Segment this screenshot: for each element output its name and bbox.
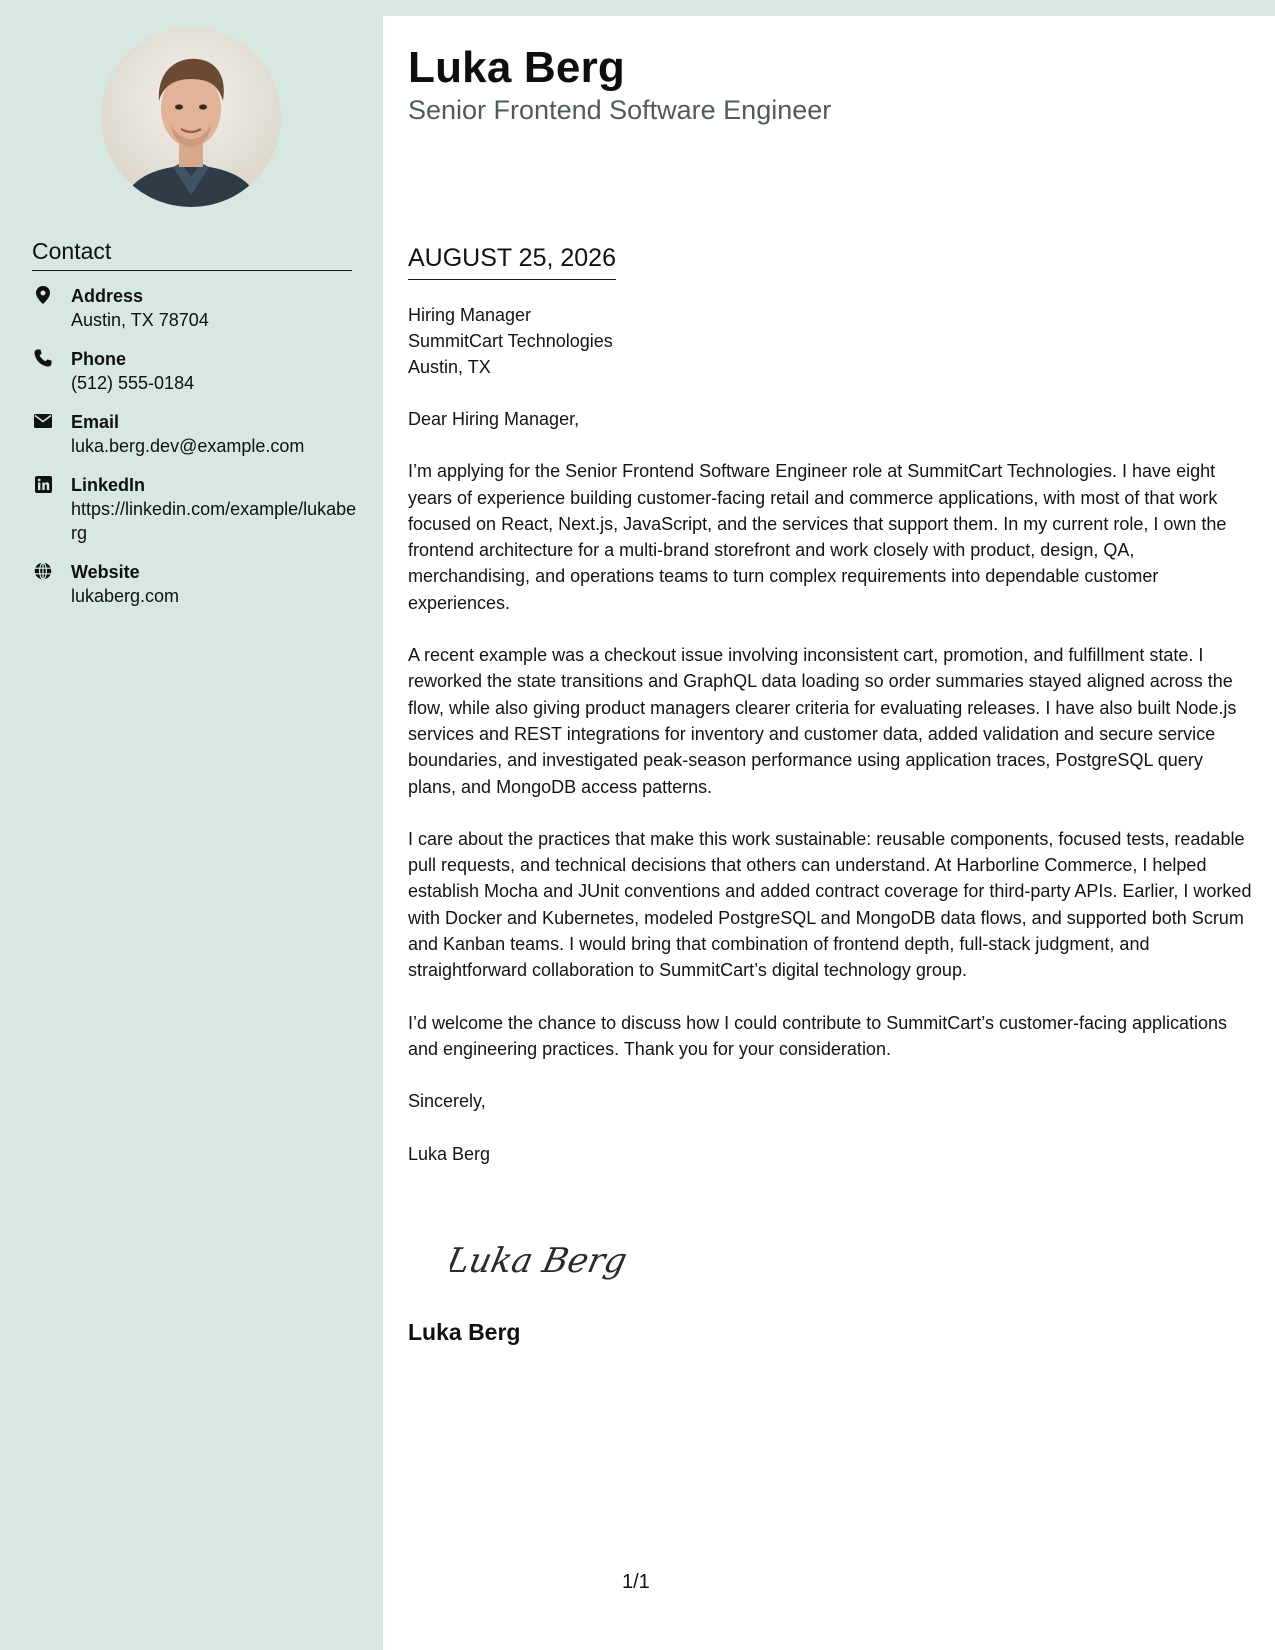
contact-label: Email: [71, 412, 120, 432]
recipient-company: SummitCart Technologies: [408, 331, 613, 351]
contact-item-phone: [32, 347, 362, 395]
paragraph: I’m applying for the Senior Frontend Software Engineer role at SummitCart Technologies. I have eight years of experience building customer-facing retail and commerce applications, with most of that work focused on React, Next.js, JavaScript, and the services that support them. In my current role, I own the frontend architecture for a multi-brand storefront and work closely with product, design, QA, merchandising, and operations teams to turn complex requirements into dependable customer experiences.: [408, 461, 1227, 613]
contact-item-address: [32, 284, 362, 332]
profile-photo: [101, 27, 281, 207]
signed-name: Luka Berg: [408, 1143, 491, 1164]
contact-item-linkedin: [32, 473, 362, 545]
linkedin-icon: [34, 475, 52, 493]
recipient-location: Austin, TX: [408, 357, 491, 377]
salutation: Dear Hiring Manager,: [408, 409, 580, 429]
contact-label: Phone: [71, 349, 127, 369]
website-value[interactable]: lukaberg.com: [71, 586, 180, 606]
contact-heading: Contact: [32, 238, 352, 271]
contact-list: [32, 284, 362, 623]
globe-icon: [34, 562, 52, 580]
address-value: Austin, TX 78704: [71, 310, 209, 330]
paragraph: I care about the practices that make this work sustainable: reusable components, focused tests, readable pull requests, and technical decisions that others can understand. At Harborline Commerce, I helped establish Mocha and JUnit conventions and added contract coverage for third-party APIs. Earlier, I worked with Docker and Kubernetes, modeled PostgreSQL and MongoDB data flows, and supported both Scrum and Kanban teams. I would bring that combination of frontend depth, full-stack judgment, and straightforward collaboration to SummitCart’s digital technology group.: [408, 828, 1252, 981]
signature-name: Luka Berg: [408, 1319, 521, 1345]
phone-value: (512) 555-0184: [71, 373, 195, 393]
job-title: Senior Frontend Software Engineer: [408, 95, 832, 125]
paragraph: A recent example was a checkout issue involving inconsistent cart, promotion, and fulfillment state. I reworked the state transitions and GraphQL data loading so order summaries stayed aligned across the flow, while also giving product managers clearer criteria for evaluating releases. I have also built Node.js services and REST integrations for inventory and customer data, added validation and secure service boundaries, and investigated peak-season performance using application traces, PostgreSQL query plans, and MongoDB access patterns.: [408, 645, 1237, 797]
top-accent-strip: [383, 0, 1275, 16]
signature-text: Luka Berg: [450, 1241, 631, 1281]
phone-icon: [34, 349, 52, 367]
contact-label: Address: [71, 286, 144, 306]
letter-body: [408, 302, 1253, 1193]
letter-date: AUGUST 25, 2026: [408, 244, 616, 280]
linkedin-value[interactable]: https://linkedin.com/example/lukaberg: [71, 499, 357, 543]
recipient-name: Hiring Manager: [408, 305, 532, 325]
recipient-block: [408, 302, 1253, 380]
contact-item-email: [32, 410, 362, 458]
email-value[interactable]: luka.berg.dev@example.com: [71, 436, 305, 456]
map-pin-icon: [34, 286, 52, 304]
applicant-name: Luka Berg: [408, 43, 625, 92]
contact-label: Website: [71, 562, 140, 582]
handwritten-signature: [450, 1228, 670, 1298]
contact-label: LinkedIn: [71, 475, 146, 495]
contact-item-website: [32, 560, 362, 608]
page-number: 1/1: [622, 1571, 650, 1593]
paragraph: I’d welcome the chance to discuss how I could contribute to SummitCart’s customer-facing applications and engineering practices. Thank you for your consideration.: [408, 1012, 1228, 1059]
closing: Sincerely,: [408, 1091, 486, 1112]
envelope-icon: [34, 412, 52, 430]
